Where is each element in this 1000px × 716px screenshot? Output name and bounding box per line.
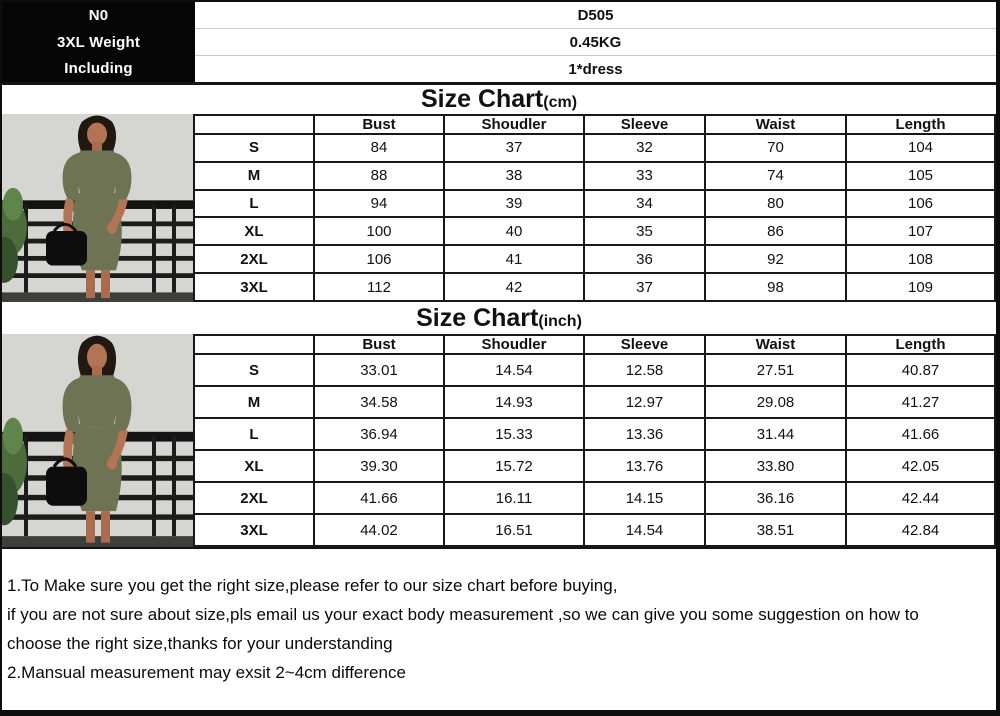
size-row: [194, 245, 995, 273]
size-chart-inch-title: [416, 303, 582, 332]
size-label: 3XL: [194, 514, 314, 546]
measurement-cell: 33.01: [314, 354, 444, 386]
size-chart-inch-section: [2, 334, 996, 547]
size-row: [194, 273, 995, 301]
size-row: [194, 354, 995, 386]
measurement-cell: 107: [846, 217, 995, 245]
column-header: Waist: [705, 335, 846, 354]
measurement-cell: 41.66: [846, 418, 995, 450]
size-row: [194, 418, 995, 450]
column-header: Sleeve: [584, 335, 705, 354]
column-header: [194, 335, 314, 354]
measurement-cell: 40: [444, 217, 584, 245]
measurement-cell: 27.51: [705, 354, 846, 386]
size-chart-cm-title: [421, 87, 577, 112]
measurement-cell: 33: [584, 162, 705, 190]
size-label: S: [194, 354, 314, 386]
product-photo-cm: [2, 114, 193, 302]
size-row: [194, 162, 995, 190]
measurement-cell: 104: [846, 134, 995, 162]
column-header: [194, 115, 314, 134]
measurement-cell: 42.84: [846, 514, 995, 546]
measurement-cell: 14.54: [444, 354, 584, 386]
measurement-cell: 36.16: [705, 482, 846, 514]
measurement-cell: 41.27: [846, 386, 995, 418]
measurement-cell: 34: [584, 190, 705, 218]
measurement-cell: 13.76: [584, 450, 705, 482]
size-chart-inch-unit: (inch): [538, 312, 582, 330]
measurement-cell: 16.11: [444, 482, 584, 514]
measurement-cell: 106: [846, 190, 995, 218]
info-value-including: 1*dress: [568, 60, 623, 78]
sizing-note-line: choose the right size,thanks for your understanding: [7, 634, 393, 653]
size-row: [194, 386, 995, 418]
measurement-cell: 106: [314, 245, 444, 273]
size-chart-inch-title-band: [2, 302, 996, 334]
size-row: [194, 482, 995, 514]
info-label-no: N0: [88, 6, 109, 24]
info-value-weight: 0.45KG: [195, 29, 996, 56]
measurement-cell: 15.33: [444, 418, 584, 450]
size-label: XL: [194, 450, 314, 482]
size-row: [194, 217, 995, 245]
sizing-note-line: if you are not sure about size,pls email us your exact body measurement ,so we can give you some suggestion on how to: [7, 605, 919, 624]
size-label: M: [194, 162, 314, 190]
measurement-cell: 42.05: [846, 450, 995, 482]
measurement-cell: 94: [314, 190, 444, 218]
size-row: [194, 450, 995, 482]
measurement-cell: 108: [846, 245, 995, 273]
measurement-cell: 33.80: [705, 450, 846, 482]
measurement-cell: 42.44: [846, 482, 995, 514]
size-label: L: [194, 418, 314, 450]
measurement-cell: 38.51: [705, 514, 846, 546]
size-label: 3XL: [194, 273, 314, 301]
measurement-cell: 32: [584, 134, 705, 162]
header-row: [194, 115, 995, 134]
measurement-cell: 34.58: [314, 386, 444, 418]
size-chart-cm-unit: (cm): [543, 94, 578, 111]
product-photo-illustration: [2, 334, 193, 547]
measurement-cell: 41: [444, 245, 584, 273]
info-label-including: Including: [64, 60, 133, 78]
column-header: Bust: [314, 115, 444, 134]
measurement-cell: 16.51: [444, 514, 584, 546]
measurement-cell: 86: [705, 217, 846, 245]
measurement-cell: 38: [444, 162, 584, 190]
size-chart-cm-table: [193, 114, 996, 302]
measurement-cell: 41.66: [314, 482, 444, 514]
size-chart-cm-section: [2, 114, 996, 302]
measurement-cell: 14.54: [584, 514, 705, 546]
size-chart-cm-title-band: [2, 82, 996, 114]
column-header: Sleeve: [584, 115, 705, 134]
size-chart-cm-title-text: Size Chart: [420, 85, 544, 113]
measurement-cell: 15.72: [444, 450, 584, 482]
measurement-cell: 37: [584, 273, 705, 301]
measurement-cell: 80: [705, 190, 846, 218]
measurement-cell: 39: [444, 190, 584, 218]
info-label-weight: 3XL Weight: [56, 33, 141, 51]
measurement-cell: 100: [314, 217, 444, 245]
size-label: XL: [194, 217, 314, 245]
measurement-cell: 39.30: [314, 450, 444, 482]
product-info-label-column: [2, 2, 195, 82]
size-label: 2XL: [194, 245, 314, 273]
column-header: Shoudler: [444, 115, 584, 134]
measurement-cell: 12.97: [584, 386, 705, 418]
measurement-cell: 88: [314, 162, 444, 190]
product-info-value-column: [195, 2, 996, 82]
info-value-model-number: D505: [195, 2, 996, 29]
size-row: [194, 134, 995, 162]
size-label: M: [194, 386, 314, 418]
column-header: Length: [846, 335, 995, 354]
measurement-cell: 14.93: [444, 386, 584, 418]
size-row: [194, 514, 995, 546]
measurement-cell: 74: [705, 162, 846, 190]
sizing-notes: [2, 547, 996, 710]
measurement-cell: 29.08: [705, 386, 846, 418]
measurement-cell: 35: [584, 217, 705, 245]
product-photo-inch: [2, 334, 193, 547]
measurement-cell: 12.58: [584, 354, 705, 386]
measurement-cell: 84: [314, 134, 444, 162]
measurement-cell: 109: [846, 273, 995, 301]
measurement-cell: 14.15: [584, 482, 705, 514]
column-header: Bust: [314, 335, 444, 354]
column-header: Waist: [705, 115, 846, 134]
measurement-cell: 44.02: [314, 514, 444, 546]
product-photo-illustration: [2, 114, 193, 302]
sizing-note-line: 2.Mansual measurement may exsit 2~4cm difference: [7, 663, 406, 682]
size-chart-inch-title-text: Size Chart: [416, 303, 539, 332]
measurement-cell: 13.36: [584, 418, 705, 450]
sizing-note-line: 1.To Make sure you get the right size,please refer to our size chart before buying,: [7, 576, 618, 595]
measurement-cell: 31.44: [705, 418, 846, 450]
measurement-cell: 42: [444, 273, 584, 301]
column-header: Length: [846, 115, 995, 134]
measurement-cell: 40.87: [846, 354, 995, 386]
measurement-cell: 36: [584, 245, 705, 273]
column-header: Shoudler: [444, 335, 584, 354]
measurement-cell: 37: [444, 134, 584, 162]
size-chart-inch-table: [193, 334, 996, 547]
size-label: 2XL: [194, 482, 314, 514]
product-info-header: [2, 2, 996, 82]
size-label: S: [194, 134, 314, 162]
size-row: [194, 190, 995, 218]
measurement-cell: 92: [705, 245, 846, 273]
measurement-cell: 70: [705, 134, 846, 162]
header-row: [194, 335, 995, 354]
measurement-cell: 36.94: [314, 418, 444, 450]
size-label: L: [194, 190, 314, 218]
measurement-cell: 98: [705, 273, 846, 301]
measurement-cell: 112: [314, 273, 444, 301]
measurement-cell: 105: [846, 162, 995, 190]
